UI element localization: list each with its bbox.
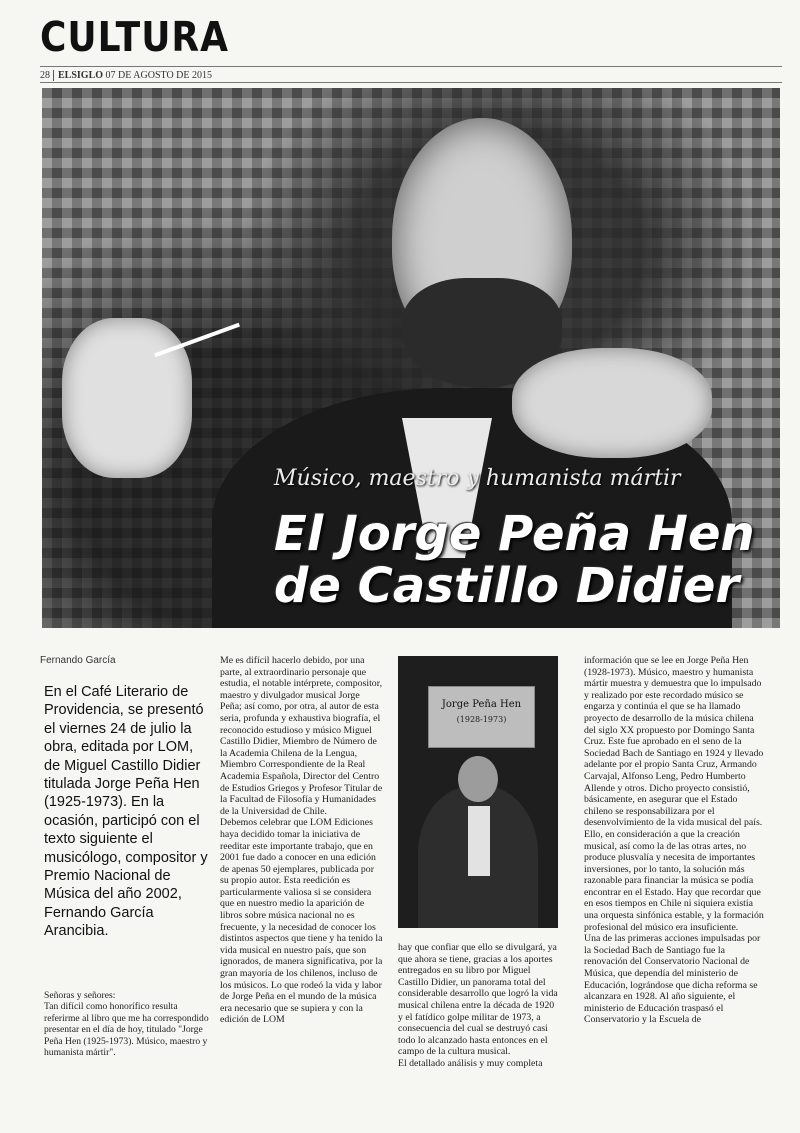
figure-shirt — [468, 806, 490, 876]
book-photo — [398, 656, 558, 928]
figure-head — [458, 756, 498, 802]
issue-date: 07 DE AGOSTO DE 2015 — [105, 70, 213, 81]
paragraph: Debemos celebrar que LOM Ediciones haya decidido tomar la iniciativa de reeditar este importante trabajo, que en 2001 fue dado a conocer en una edición de apenas 50 ejemplares, publicada por su propio autor. Esta reedición es particularmente valiosa si se considera que en nuestro medio la aparición de libros sobre música nacional no es frecuente, y la necesidad de conocer los distintos aspectos que tiene y ha tenido la vida musical en nuestro país, que son ignorados, de manera significativa, por la gran mayoría de los chilenos, incluso de los músicos. Lo que rodeó la vida y labor de Jorge Peña en el mundo de la música era necesario que se supiera y con la edición de LOM — [220, 817, 383, 1026]
headline-line-1: El Jorge Peña Hen — [274, 506, 755, 562]
article-headline — [274, 508, 755, 612]
conductor-right-hand — [512, 348, 712, 458]
paragraph: hay que confiar que ello se divulgará, ya que ahora se tiene, gracias a los aportes entregados en su libro por Miguel Castillo Didier, un panorama total del considerable desarrollo que logró la vida musical chilena entre la década de 1920 y el fatídico golpe militar de 1973, a consecuencia del cual se destruyó casi todo lo alcanzado hasta entonces en el campo de la cultura musical. — [398, 942, 558, 1058]
lead-paragraph: En el Café Literario de Providencia, se presentó el viernes 24 de julio la obra, editada por LOM, de Miguel Castillo Didier titulada Jorge Peña Hen (1925-1973). En la ocasión, participó con el texto siguiente el musicólogo, compositor y Premio Nacional de Música del año 2002, Fernando García Arancibia. — [44, 684, 208, 940]
paragraph: Me es difícil hacerlo debido, por una parte, al extraordinario personaje que estudia, el notable intérprete, compositor, maestro y divulgador musical Jorge Peña; así como, por otra, al autor de esta seria, profunda y exhaustiva biografía, el reconocido estudioso y músico Miguel Castillo Didier, Miembro de Número de la Academia Chilena de la Lengua, Miembro Correspondiente de la Real Academia Española, Director del Centro de Estudios Griegos y Profesor Titular de la Facultad de Filosofía y Humanidades de la Universidad de Chile. — [220, 655, 383, 817]
paragraph: El detallado análisis y muy completa — [398, 1057, 543, 1069]
body-column-2 — [220, 655, 383, 1026]
paragraph: información que se lee en Jorge Peña Hen (1928-1973). Músico, maestro y humanista mártir muestra y demuestra que lo impulsado y realizado por este recordado músico se engarza y continúa el que se ha llamado proyecto de desarrollo de la música chilena del siglo XX propuesto por Domingo Santa Cruz. Este fue aprobado en el seno de la Sociedad Bach de Santiago en 1924 y llevado adelante por el propio Santa Cruz, Armando Carvajal, Alfonso Leng, Pedro Humberto Allende y otros. Dicho proyecto consistió, básicamente, en asegurar que el Estado chileno se responsabilizara por el desenvolvimiento de la vida musical del país. Ello, en consideración a que la creación musical, así como la de las otras artes, no produce plusvalía y necesita de importantes inversiones, por lo tanto, la solución más razonable para financiar la música se podía encontrar en el Estado. Hay que recordar que en esos tiempos en Chile ni siquiera existía una orquesta sinfónica estable, y la formación profesional del músico era insuficiente. — [584, 655, 764, 933]
headline-line-2: de Castillo Didier — [274, 558, 740, 614]
article-kicker: Músico, maestro y humanista mártir — [274, 466, 681, 491]
body-column-4 — [584, 655, 768, 1026]
greeting-text: Tan difícil como honorífico resulta referirme al libro que me ha correspondido presentar en el día de hoy, titulado "Jorge Peña Hen (1925-1973). Músico, maestro y humanista mártir". — [44, 1001, 209, 1059]
greeting-block — [44, 990, 214, 1058]
paragraph: Una de las primeras acciones impulsadas por la Sociedad Bach de Santiago fue la renovación del Conservatorio Nacional de Música, que dependía del ministerio de Educación, lográndose que dicha reforma se alcanzara en 1928. Al año siguiente, el ministerio de Educación traspasó el Conservatorio y la Escuela de — [584, 933, 761, 1026]
folio — [40, 70, 212, 81]
section-title: CULTURA — [40, 14, 230, 62]
book-cover — [428, 686, 535, 748]
salutation: Señoras y señores: — [44, 990, 116, 1001]
book-cover-title: Jorge Peña Hen — [441, 699, 522, 710]
conductor-left-hand — [62, 318, 192, 478]
header-rule — [40, 66, 782, 67]
book-cover-years: (1928-1973) — [456, 715, 507, 724]
page-number: 28 — [40, 70, 54, 81]
publication-name: ELSIGLO — [58, 70, 104, 81]
byline: Fernando García — [40, 655, 116, 666]
body-column-3 — [398, 942, 558, 1070]
folio-rule — [40, 82, 782, 83]
hero-photo — [42, 88, 780, 628]
